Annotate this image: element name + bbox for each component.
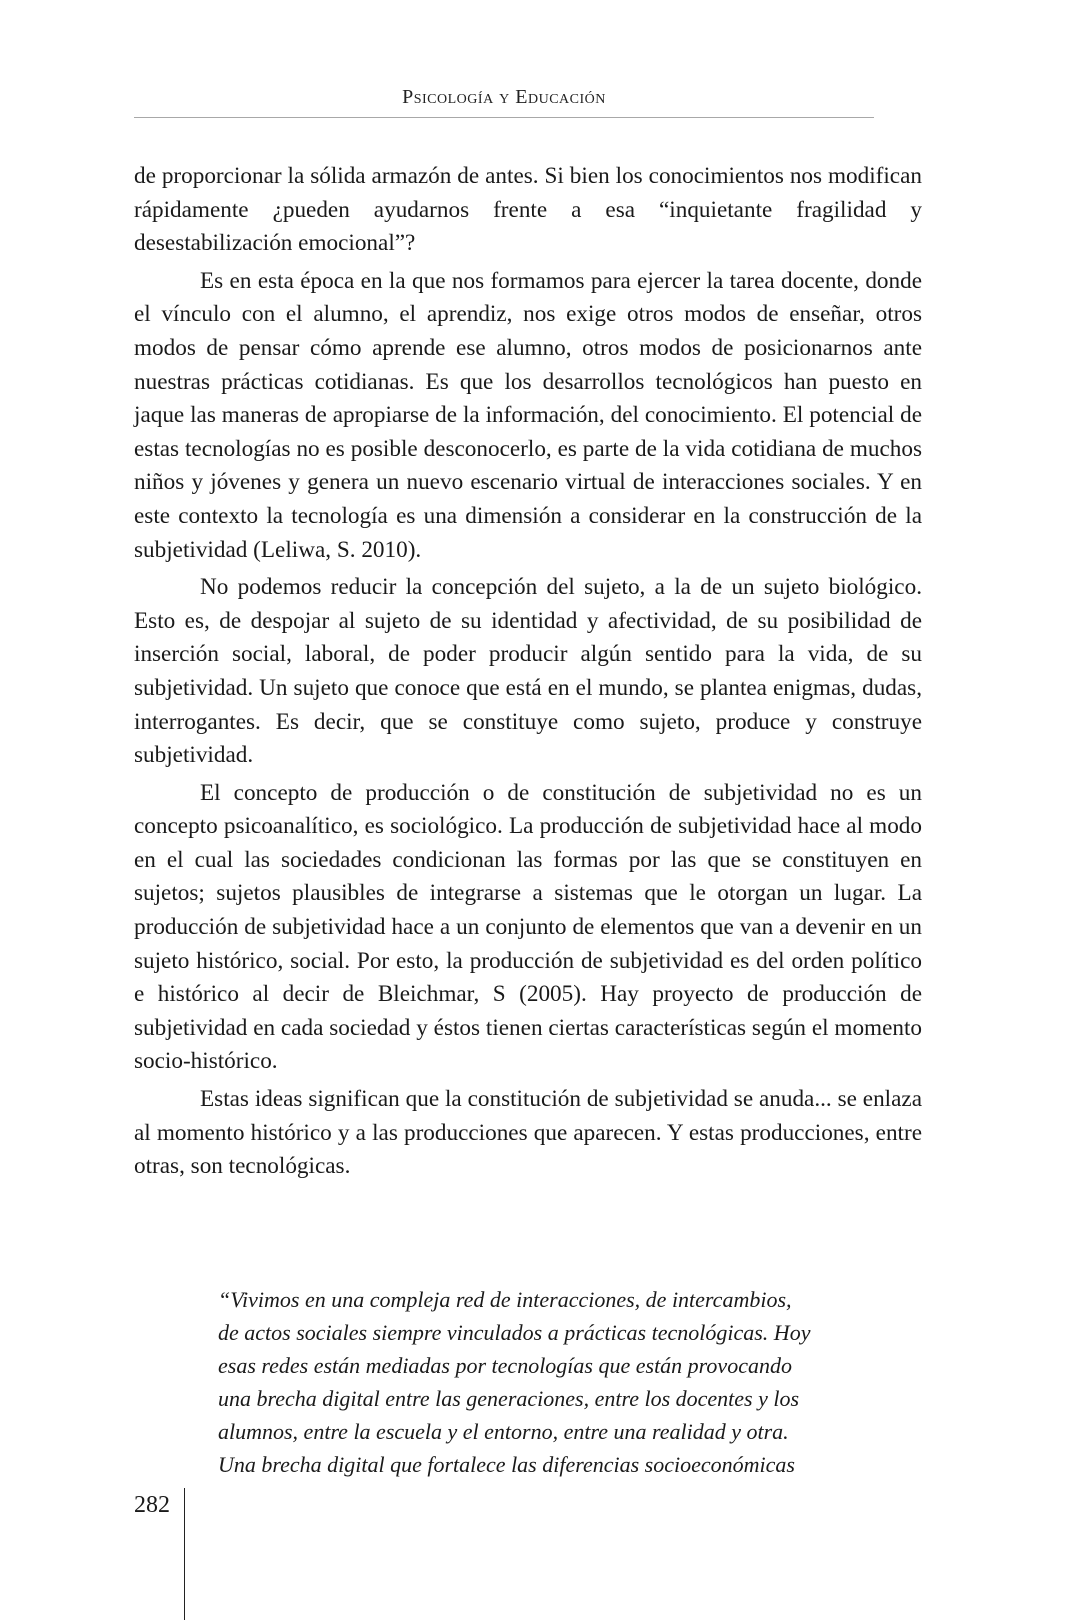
paragraph-1: de proporcionar la sólida armazón de antes. Si bien los conocimientos nos modifican rápidamente ¿pueden ayudarnos frente a esa “inquietante fragilidad y desestabilización emocional”? — [134, 163, 922, 257]
running-header-title: Psicología y Educación — [402, 86, 606, 108]
paragraph-5: Estas ideas significan que la constitución de subjetividad se anuda... se enlaza al momento histórico y a las producciones que aparecen. Y estas producciones, entre otras, son tecnológicas. — [134, 1086, 922, 1180]
quote-line: “Vivimos en una compleja red de interacciones, de intercambios, — [218, 1287, 792, 1312]
paragraph-2: Es en esta época en la que nos formamos para ejercer la tarea docente, donde el vínculo con el alumno, el aprendiz, nos exige otros modos de enseñar, otros modos de pensar cómo aprende ese alumno, otros modos de posicionarnos ante nuestras prácticas cotidianas. Es que los desarrollos tecnológicos han puesto en jaque las maneras de apropiarse de la información, del conocimiento. El potencial de estas tecnologías no es posible desconocerlo, es parte de la vida cotidiana de muchos niños y jóvenes y genera un nuevo escenario virtual de interacciones sociales. Y en este contexto la tecnología es una dimensión a considerar en la construcción de la subjetividad (Leliwa, S. 2010). — [134, 267, 922, 563]
quote-line: esas redes están mediadas por tecnologías que están provocando — [218, 1353, 792, 1378]
block-quote — [218, 1283, 868, 1481]
quote-line: Una brecha digital que fortalece las diferencias socioeconómicas — [218, 1452, 795, 1477]
body-text — [134, 160, 922, 1188]
header-rule — [134, 117, 874, 118]
quote-line: de actos sociales siempre vinculados a prácticas tecnológicas. Hoy — [218, 1320, 811, 1345]
quote-line: alumnos, entre la escuela y el entorno, entre una realidad y otra. — [218, 1419, 789, 1444]
page-number: 282 — [134, 1492, 170, 1518]
paragraph-3: No podemos reducir la concepción del sujeto, a la de un sujeto biológico. Esto es, de despojar al sujeto de su identidad y afectividad, de su posibilidad de inserción social, laboral, de poder producir algún sentido para la vida, de su subjetividad. Un sujeto que conoce que está en el mundo, se plantea enigmas, dudas, interrogantes. Es decir, que se constituye como sujeto, produce y construye subjetividad. — [134, 574, 922, 769]
page-number-rule — [184, 1488, 185, 1620]
quote-line: una brecha digital entre las generaciones, entre los docentes y los — [218, 1386, 800, 1411]
paragraph-4: El concepto de producción o de constitución de subjetividad no es un concepto psicoanalítico, es sociológico. La producción de subjetividad hace al modo en el cual las sociedades condicionan las formas por las que se constituyen en sujetos; sujetos plausibles de integrarse a sistemas que le otorgan un lugar. La producción de subjetividad hace a un conjunto de elementos que van a devenir en un sujeto histórico, social. Por esto, la producción de subjetividad es del orden político e histórico al decir de Bleichmar, S (2005). Hay proyecto de producción de subjetividad en cada sociedad y éstos tienen ciertas características según el momento socio-histórico. — [134, 779, 922, 1075]
